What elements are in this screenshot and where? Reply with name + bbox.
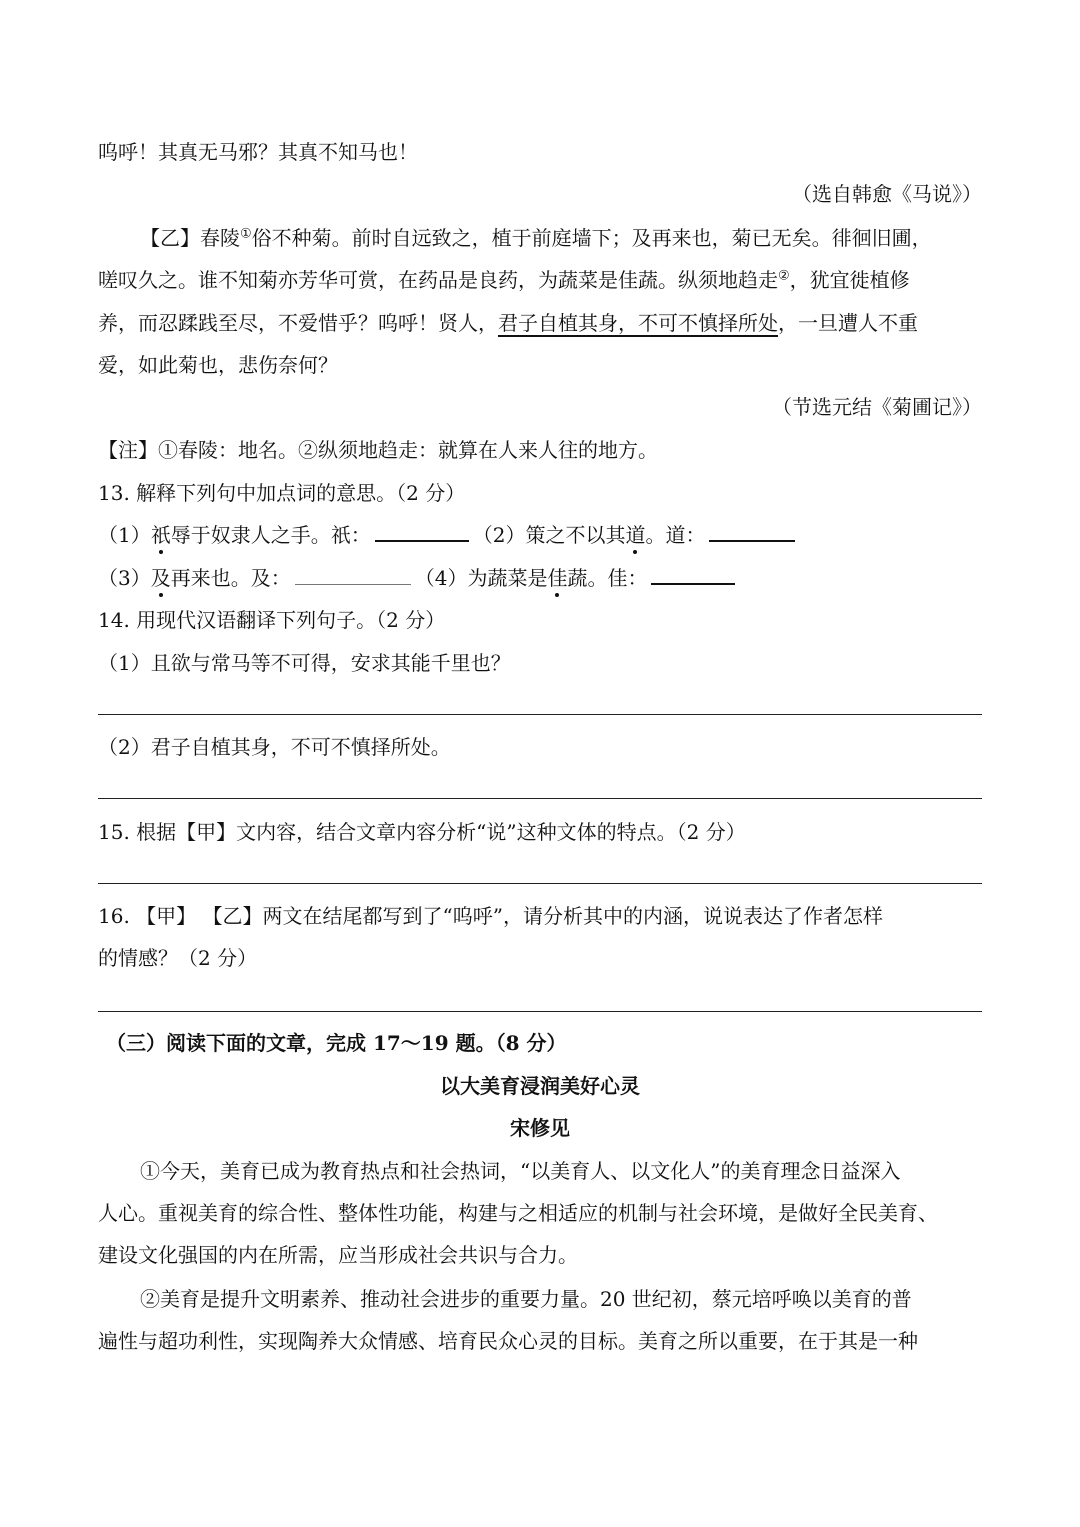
yi-paragraph-line-2: 嗟叹久之。谁不知菊亦芳华可赏，在药品是良药，为蔬菜是佳蔬。纵须地趋走②，犹宜徙植修 (98, 268, 910, 292)
yi-note: 【注】①春陵：地名。②纵须地趋走：就算在人来人往的地方。 (98, 438, 658, 462)
article-p2-line-2: 遍性与超功利性，实现陶养大众情感、培育民众心灵的目标。美育之所以重要，在于其是一种 (98, 1329, 918, 1353)
yi-paragraph-line-4: 爱，如此菊也，悲伤奈何？ (98, 353, 338, 377)
yi-paragraph-line-3: 养，而忍蹂践至尽，不爱惜乎？呜呼！贤人，君子自植其身，不可不慎择所处，一旦遭人不重 (98, 311, 918, 335)
q13-title: 13. 解释下列句中加点词的意思。（2 分） (98, 481, 466, 505)
footnote-marker-2: ② (778, 268, 790, 284)
dotted-char: 佳 (547, 566, 568, 590)
article-p1-line-3: 建设文化强国的内在所需，应当形成社会共识与合力。 (98, 1243, 578, 1267)
dotted-char: 及 (150, 566, 171, 590)
underlined-sentence: 君子自植其身，不可不慎择所处 (498, 311, 778, 335)
dotted-char: 道 (625, 523, 646, 547)
q15-title: 15. 根据【甲】文内容，结合文章内容分析“说”这种文体的特点。（2 分） (98, 820, 746, 844)
answer-line-q15[interactable] (98, 883, 982, 884)
article-p1-line-1: ①今天，美育已成为教育热点和社会热词，“以美育人、以文化人”的美育理念日益深入 (140, 1159, 901, 1183)
jia-source: （选自韩愈《马说》） (792, 182, 982, 206)
answer-blank-2[interactable] (709, 518, 795, 542)
answer-line-q16[interactable] (98, 1011, 982, 1012)
q14-sentence-1: （1）且欲与常马等不可得，安求其能千里也？ (98, 651, 511, 675)
q13-row-2: （3）及再来也。及： （4）为蔬菜是佳蔬。佳： (98, 561, 982, 592)
q13-row-1: （1）祇辱于奴隶人之手。祇： （2）策之不以其道。道： (98, 518, 982, 549)
q16-line-1: 16. 【甲】 【乙】两文在结尾都写到了“呜呼”，请分析其中的内涵，说说表达了作者怎样 (98, 904, 883, 928)
section-3-heading: （三）阅读下面的文章，完成 17～19 题。（8 分） (106, 1031, 567, 1055)
answer-line-q14-2[interactable] (98, 798, 982, 799)
yi-source: （节选元结《菊圃记》） (772, 395, 982, 419)
answer-line-q14-1[interactable] (98, 714, 982, 715)
answer-blank-3[interactable] (295, 562, 411, 585)
jia-last-line: 呜呼！其真无马邪？其真不知马也！ (98, 140, 418, 164)
article-p1-line-2: 人心。重视美育的综合性、整体性功能，构建与之相适应的机制与社会环境，是做好全民美育、 (98, 1201, 938, 1225)
article-author: 宋修见 (510, 1116, 570, 1140)
q14-sentence-2: （2）君子自植其身，不可不慎择所处。 (98, 735, 451, 759)
q16-line-2: 的情感？（2 分） (98, 946, 258, 970)
article-p2-line-1: ②美育是提升文明素养、推动社会进步的重要力量。20 世纪初，蔡元培呼唤以美育的普 (140, 1287, 912, 1311)
answer-blank-1[interactable] (375, 518, 469, 542)
answer-blank-4[interactable] (651, 561, 735, 585)
article-title: 以大美育浸润美好心灵 (440, 1074, 640, 1098)
q14-title: 14. 用现代汉语翻译下列句子。（2 分） (98, 608, 446, 632)
footnote-marker-1: ① (240, 226, 252, 242)
yi-paragraph-line-1: 【乙】春陵①俗不种菊。前时自远致之，植于前庭墙下；及再来也，菊已无矣。徘徊旧圃， (140, 226, 932, 250)
dotted-char: 祇 (150, 523, 171, 547)
